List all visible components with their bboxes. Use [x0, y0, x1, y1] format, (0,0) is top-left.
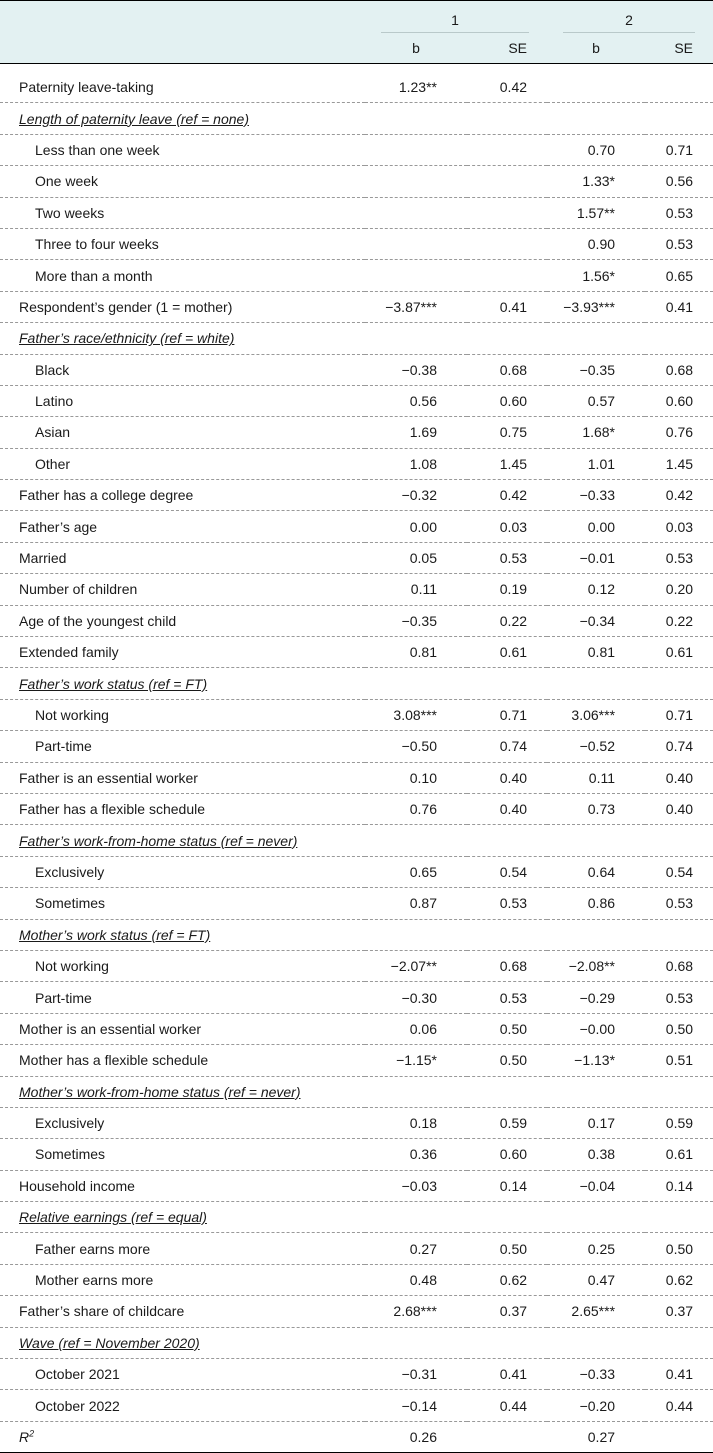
header-row-models: [0, 1, 713, 34]
cell-b1: [365, 166, 467, 197]
cell-se1: 0.40: [467, 793, 547, 824]
row-label: Household income: [0, 1170, 365, 1201]
cell-b2: −0.33: [547, 480, 645, 511]
row-label: One week: [0, 166, 365, 197]
row-label: Mother earns more: [0, 1264, 365, 1295]
cell-b2: −2.08**: [547, 950, 645, 981]
cell-b1: [365, 668, 467, 699]
cell-b1: −0.14: [365, 1390, 467, 1421]
table-row: [0, 1139, 713, 1170]
cell-b2: −0.00: [547, 1013, 645, 1044]
cell-b2: −1.13*: [547, 1045, 645, 1076]
cell-b1: −0.32: [365, 480, 467, 511]
cell-b2: 0.57: [547, 385, 645, 416]
cell-se1: [467, 919, 547, 950]
row-label: Less than one week: [0, 134, 365, 165]
model-1-se-header: SE: [467, 33, 547, 64]
cell-se2: 0.56: [645, 166, 713, 197]
row-label: Two weeks: [0, 197, 365, 228]
row-label: Exclusively: [0, 1107, 365, 1138]
cell-se1: 0.68: [467, 950, 547, 981]
cell-se1: 0.50: [467, 1233, 547, 1264]
cell-se1: [467, 103, 547, 134]
table-row: [0, 919, 713, 950]
cell-se2: 0.37: [645, 1296, 713, 1327]
row-label: Father is an essential worker: [0, 762, 365, 793]
cell-b2: −0.52: [547, 731, 645, 762]
cell-b2: [547, 103, 645, 134]
table-row: [0, 762, 713, 793]
model-2-se-header: SE: [645, 33, 713, 64]
cell-se2: [645, 72, 713, 103]
cell-b1: −1.15*: [365, 1045, 467, 1076]
row-label: October 2021: [0, 1359, 365, 1390]
table-row: [0, 354, 713, 385]
cell-se2: 0.44: [645, 1390, 713, 1421]
row-label: Age of the youngest child: [0, 605, 365, 636]
table-row: [0, 574, 713, 605]
cell-b1: [365, 228, 467, 259]
table-row: [0, 1264, 713, 1295]
cell-se2: 0.59: [645, 1107, 713, 1138]
cell-b2: 0.86: [547, 888, 645, 919]
cell-b2: [547, 323, 645, 354]
row-label: Part-time: [0, 731, 365, 762]
table-row: [0, 291, 713, 322]
cell-se2: 0.53: [645, 982, 713, 1013]
cell-se1: [467, 134, 547, 165]
cell-b1: [365, 919, 467, 950]
cell-b2: 0.64: [547, 856, 645, 887]
table-row: [0, 731, 713, 762]
cell-se1: 0.37: [467, 1296, 547, 1327]
table-row: [0, 448, 713, 479]
cell-se1: 0.22: [467, 605, 547, 636]
row-label: Father earns more: [0, 1233, 365, 1264]
cell-b2: 0.90: [547, 228, 645, 259]
cell-se1: 0.03: [467, 511, 547, 542]
table-row: [0, 1013, 713, 1044]
cell-se1: 0.44: [467, 1390, 547, 1421]
cell-se2: 0.14: [645, 1170, 713, 1201]
cell-b1: 2.68***: [365, 1296, 467, 1327]
table-row: [0, 542, 713, 573]
table-row: [0, 637, 713, 668]
cell-b2: −0.29: [547, 982, 645, 1013]
table-row: [0, 950, 713, 981]
cell-se2: 0.50: [645, 1233, 713, 1264]
table-row: [0, 1233, 713, 1264]
cell-se1: 0.75: [467, 417, 547, 448]
row-label: Latino: [0, 385, 365, 416]
cell-se2: 0.20: [645, 574, 713, 605]
row-label: Other: [0, 448, 365, 479]
cell-b1: −0.30: [365, 982, 467, 1013]
cell-se2: [645, 1076, 713, 1107]
cell-b2: 0.70: [547, 134, 645, 165]
model-2-header: 2: [547, 1, 713, 34]
cell-b2: 0.25: [547, 1233, 645, 1264]
cell-b1: 0.27: [365, 1233, 467, 1264]
cell-se2: 0.68: [645, 950, 713, 981]
cell-se1: 0.53: [467, 888, 547, 919]
cell-se1: 0.61: [467, 637, 547, 668]
cell-se1: 0.59: [467, 1107, 547, 1138]
cell-b1: 0.87: [365, 888, 467, 919]
table-row: [0, 793, 713, 824]
group-label: Father’s work status (ref = FT): [0, 668, 365, 699]
cell-b2: −0.20: [547, 1390, 645, 1421]
cell-se2: [645, 919, 713, 950]
cell-b2: −0.01: [547, 542, 645, 573]
cell-se2: [645, 668, 713, 699]
row-label: Respondent’s gender (1 = mother): [0, 291, 365, 322]
cell-b2: 1.56*: [547, 260, 645, 291]
cell-b2: 0.00: [547, 511, 645, 542]
cell-se2: 0.22: [645, 605, 713, 636]
cell-b2: 3.06***: [547, 699, 645, 730]
cell-se2: [645, 323, 713, 354]
cell-se1: 0.60: [467, 1139, 547, 1170]
cell-b2: 0.11: [547, 762, 645, 793]
row-label: October 2022: [0, 1390, 365, 1421]
cell-b2: 2.65***: [547, 1296, 645, 1327]
table-row: [0, 228, 713, 259]
cell-b2: 0.81: [547, 637, 645, 668]
cell-se2: 0.51: [645, 1045, 713, 1076]
cell-b2: 0.12: [547, 574, 645, 605]
cell-b2: [547, 668, 645, 699]
cell-se1: [467, 1202, 547, 1233]
cell-se1: 0.71: [467, 699, 547, 730]
row-label: Mother has a flexible schedule: [0, 1045, 365, 1076]
cell-se2: 0.68: [645, 354, 713, 385]
cell-b1: −0.03: [365, 1170, 467, 1201]
cell-se1: [467, 260, 547, 291]
row-label: Asian: [0, 417, 365, 448]
cell-b1: 0.06: [365, 1013, 467, 1044]
group-label: Father’s race/ethnicity (ref = white): [0, 323, 365, 354]
cell-b2: [547, 1327, 645, 1358]
table-row: [0, 134, 713, 165]
cell-b1: 0.56: [365, 385, 467, 416]
cell-se1: 1.45: [467, 448, 547, 479]
table-row: [0, 1327, 713, 1358]
cell-se2: [645, 1421, 713, 1452]
cell-b1: 3.08***: [365, 699, 467, 730]
cell-b2: −0.33: [547, 1359, 645, 1390]
cell-b1: [365, 1327, 467, 1358]
cell-b2: 0.27: [547, 1421, 645, 1452]
cell-se2: 0.53: [645, 542, 713, 573]
cell-b2: [547, 1202, 645, 1233]
table-row: [0, 103, 713, 134]
group-label: Father’s work-from-home status (ref = never): [0, 825, 365, 856]
table-row: [0, 982, 713, 1013]
cell-b1: 0.18: [365, 1107, 467, 1138]
row-label: Father has a flexible schedule: [0, 793, 365, 824]
cell-se2: 0.71: [645, 699, 713, 730]
cell-se1: [467, 1421, 547, 1452]
cell-se1: [467, 197, 547, 228]
cell-b1: 0.11: [365, 574, 467, 605]
group-label: Length of paternity leave (ref = none): [0, 103, 365, 134]
cell-b2: 0.17: [547, 1107, 645, 1138]
row-label: Mother is an essential worker: [0, 1013, 365, 1044]
cell-se2: 0.62: [645, 1264, 713, 1295]
cell-se1: [467, 825, 547, 856]
cell-se1: 0.54: [467, 856, 547, 887]
row-label: Married: [0, 542, 365, 573]
cell-se2: 0.03: [645, 511, 713, 542]
cell-se2: 1.45: [645, 448, 713, 479]
row-label: Father’s age: [0, 511, 365, 542]
cell-b1: [365, 1202, 467, 1233]
row-label: Sometimes: [0, 888, 365, 919]
header-row-stats: [0, 33, 713, 64]
cell-se1: 0.42: [467, 480, 547, 511]
cell-b1: [365, 260, 467, 291]
cell-b1: 0.10: [365, 762, 467, 793]
cell-b1: −0.31: [365, 1359, 467, 1390]
row-label: Exclusively: [0, 856, 365, 887]
row-label: Extended family: [0, 637, 365, 668]
group-label: Relative earnings (ref = equal): [0, 1202, 365, 1233]
cell-se2: [645, 825, 713, 856]
table-row: [0, 1202, 713, 1233]
cell-b1: 0.36: [365, 1139, 467, 1170]
cell-se1: 0.40: [467, 762, 547, 793]
cell-b1: 1.23**: [365, 72, 467, 103]
cell-b1: [365, 134, 467, 165]
cell-b1: 0.26: [365, 1421, 467, 1452]
cell-b1: −0.35: [365, 605, 467, 636]
cell-b1: 1.69: [365, 417, 467, 448]
cell-b2: [547, 919, 645, 950]
cell-b2: [547, 1076, 645, 1107]
table-row: [0, 197, 713, 228]
cell-se2: 0.61: [645, 1139, 713, 1170]
table-row: [0, 385, 713, 416]
cell-b2: 1.57**: [547, 197, 645, 228]
cell-se1: 0.50: [467, 1013, 547, 1044]
cell-b1: [365, 323, 467, 354]
cell-se1: 0.68: [467, 354, 547, 385]
cell-se2: [645, 1202, 713, 1233]
cell-se1: [467, 1327, 547, 1358]
cell-b1: 0.76: [365, 793, 467, 824]
table-row: [0, 1390, 713, 1421]
row-label: Three to four weeks: [0, 228, 365, 259]
cell-se1: [467, 228, 547, 259]
model-1-b-header: b: [365, 33, 467, 64]
cell-se1: 0.53: [467, 542, 547, 573]
cell-se2: 0.54: [645, 856, 713, 887]
row-label: Not working: [0, 950, 365, 981]
table-row: [0, 856, 713, 887]
cell-se1: 0.62: [467, 1264, 547, 1295]
spacer-row: [0, 64, 713, 73]
cell-b2: 0.47: [547, 1264, 645, 1295]
table-row: [0, 1359, 713, 1390]
cell-b2: [547, 72, 645, 103]
cell-b1: 0.05: [365, 542, 467, 573]
table-row: [0, 1421, 713, 1452]
cell-se1: 0.41: [467, 1359, 547, 1390]
cell-b2: 1.68*: [547, 417, 645, 448]
cell-se1: 0.19: [467, 574, 547, 605]
table-row: [0, 1170, 713, 1201]
cell-se1: 0.14: [467, 1170, 547, 1201]
row-label: [0, 1421, 365, 1452]
cell-se2: 0.42: [645, 480, 713, 511]
row-label: Father’s share of childcare: [0, 1296, 365, 1327]
cell-se2: 0.71: [645, 134, 713, 165]
table-row: [0, 260, 713, 291]
group-label: Mother’s work status (ref = FT): [0, 919, 365, 950]
row-label: Number of children: [0, 574, 365, 605]
cell-se2: [645, 103, 713, 134]
cell-b1: 0.48: [365, 1264, 467, 1295]
model-1-header: 1: [365, 1, 547, 34]
table-row: [0, 888, 713, 919]
table-row: [0, 417, 713, 448]
cell-b1: [365, 825, 467, 856]
cell-se2: 0.76: [645, 417, 713, 448]
cell-se2: 0.41: [645, 1359, 713, 1390]
cell-se1: 0.53: [467, 982, 547, 1013]
cell-b1: [365, 103, 467, 134]
cell-se1: 0.50: [467, 1045, 547, 1076]
cell-b1: −0.38: [365, 354, 467, 385]
table-row: [0, 699, 713, 730]
cell-se1: 0.74: [467, 731, 547, 762]
table-row: [0, 605, 713, 636]
table-row: [0, 511, 713, 542]
table-row: [0, 72, 713, 103]
cell-se2: 0.74: [645, 731, 713, 762]
row-label: Part-time: [0, 982, 365, 1013]
cell-se2: 0.50: [645, 1013, 713, 1044]
cell-se1: 0.60: [467, 385, 547, 416]
table-row: [0, 1107, 713, 1138]
cell-b1: [365, 197, 467, 228]
cell-b2: −0.34: [547, 605, 645, 636]
table-row: [0, 1076, 713, 1107]
cell-se2: 0.53: [645, 888, 713, 919]
cell-se1: 0.41: [467, 291, 547, 322]
cell-se2: 0.41: [645, 291, 713, 322]
cell-b2: 1.01: [547, 448, 645, 479]
row-label: Father has a college degree: [0, 480, 365, 511]
cell-se2: 0.61: [645, 637, 713, 668]
cell-b2: 1.33*: [547, 166, 645, 197]
cell-se2: 0.60: [645, 385, 713, 416]
cell-se1: [467, 166, 547, 197]
table-row: [0, 668, 713, 699]
table-body: [0, 64, 713, 1453]
cell-b1: −2.07**: [365, 950, 467, 981]
cell-b1: [365, 1076, 467, 1107]
table-row: [0, 1045, 713, 1076]
table-row: [0, 323, 713, 354]
cell-se1: 0.42: [467, 72, 547, 103]
cell-b2: −0.04: [547, 1170, 645, 1201]
model-2-b-header: b: [547, 33, 645, 64]
cell-b2: 0.73: [547, 793, 645, 824]
row-label: More than a month: [0, 260, 365, 291]
cell-se1: [467, 1076, 547, 1107]
cell-b2: −3.93***: [547, 291, 645, 322]
table-row: [0, 1296, 713, 1327]
row-label: Not working: [0, 699, 365, 730]
cell-se1: [467, 668, 547, 699]
cell-se1: [467, 323, 547, 354]
row-label: Paternity leave-taking: [0, 72, 365, 103]
cell-b1: 0.00: [365, 511, 467, 542]
cell-se2: [645, 1327, 713, 1358]
row-label: Sometimes: [0, 1139, 365, 1170]
r-squared-label: $R^2$: [19, 1428, 35, 1446]
table-row: [0, 825, 713, 856]
cell-b2: −0.35: [547, 354, 645, 385]
cell-b1: 1.08: [365, 448, 467, 479]
cell-se2: 0.65: [645, 260, 713, 291]
cell-se2: 0.53: [645, 228, 713, 259]
row-label: Black: [0, 354, 365, 385]
cell-b1: −3.87***: [365, 291, 467, 322]
table-row: [0, 480, 713, 511]
cell-se2: 0.40: [645, 762, 713, 793]
cell-se2: 0.40: [645, 793, 713, 824]
cell-b1: −0.50: [365, 731, 467, 762]
cell-b1: 0.65: [365, 856, 467, 887]
cell-se2: 0.53: [645, 197, 713, 228]
group-label: Wave (ref = November 2020): [0, 1327, 365, 1358]
table-row: [0, 166, 713, 197]
group-label: Mother’s work-from-home status (ref = never): [0, 1076, 365, 1107]
cell-b2: [547, 825, 645, 856]
cell-b1: 0.81: [365, 637, 467, 668]
cell-b2: 0.38: [547, 1139, 645, 1170]
